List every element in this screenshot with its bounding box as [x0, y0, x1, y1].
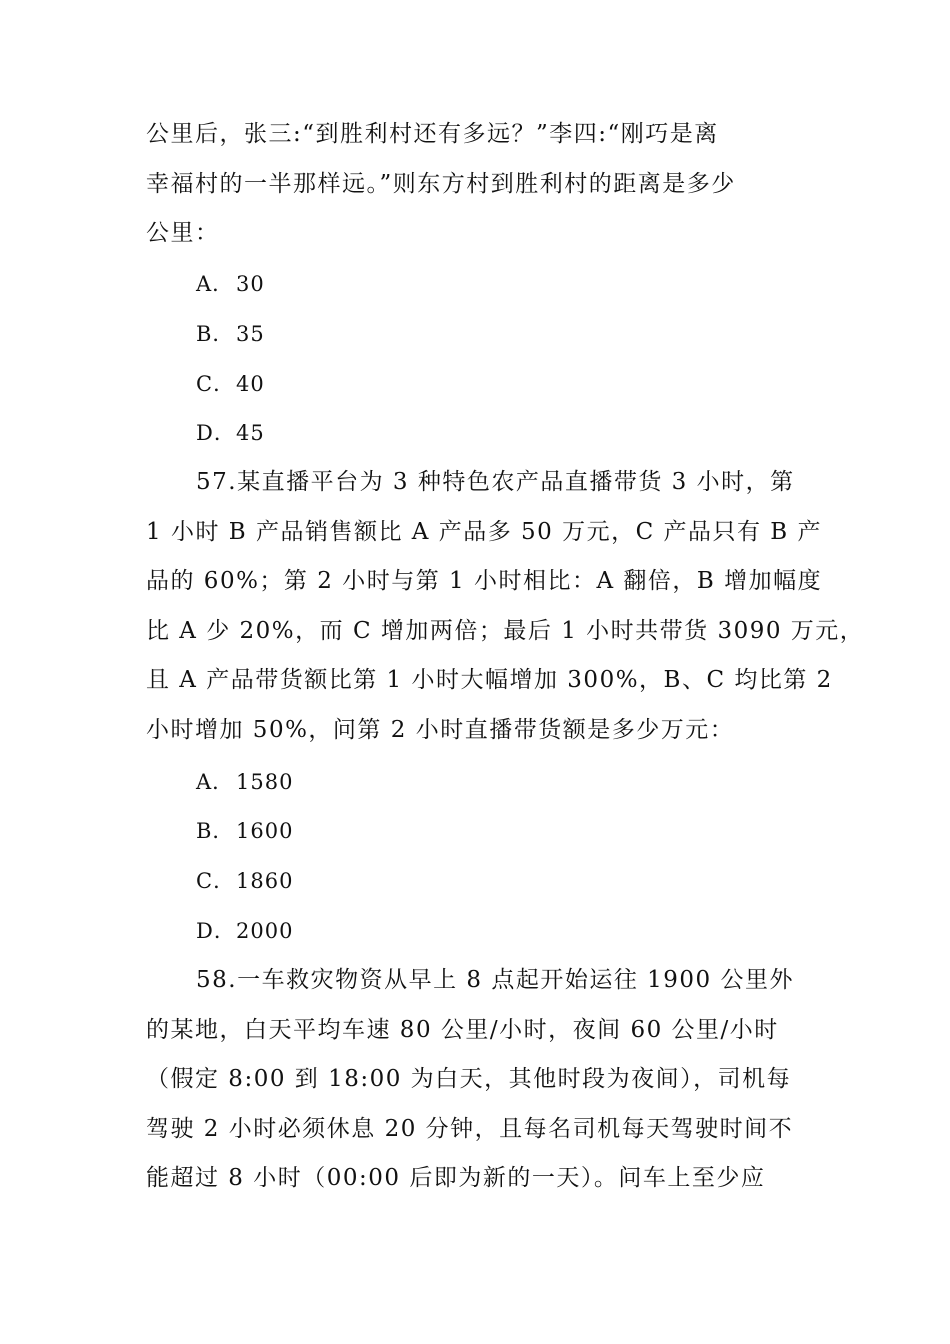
- question-57-option-c: [196, 866, 293, 896]
- option-value: 45: [236, 421, 265, 445]
- question-57-line-2: 1 小时 B 产品销售额比 A 产品多 50 万元，C 产品只有 B 产: [146, 518, 823, 545]
- question-57-line-5: 且 A 产品带货额比第 1 小时大幅增加 300%，B、C 均比第 2: [146, 667, 833, 694]
- option-letter: D．: [196, 421, 236, 445]
- question-56-option-c: [196, 369, 265, 399]
- question-56-stem: [146, 110, 816, 259]
- option-value: 2000: [236, 919, 294, 943]
- question-58-line-1: [146, 956, 816, 1006]
- option-value: 1580: [236, 770, 294, 794]
- option-letter: A．: [196, 770, 235, 794]
- question-56-option-a: [196, 269, 265, 299]
- question-57-line-3: 品的 60%；第 2 小时与第 1 小时相比：A 翻倍，B 增加幅度: [146, 568, 823, 595]
- question-58-line-4: 驾驶 2 小时必须休息 20 分钟，且每名司机每天驾驶时间不: [146, 1115, 794, 1142]
- option-value: 1600: [236, 819, 294, 843]
- question-58-line-5: 能超过 8 小时（00:00 后即为新的一天）。问车上至少应: [146, 1165, 766, 1192]
- question-58-stem: [146, 956, 816, 1204]
- question-57-line-1: [146, 458, 816, 508]
- question-58-line-2: 的某地，白天平均车速 80 公里/小时，夜间 60 公里/小时: [146, 1016, 779, 1043]
- question-57-line-4: 比 A 少 20%，而 C 增加两倍；最后 1 小时共带货 3090 万元，: [146, 617, 865, 644]
- question-56-option-d: [196, 418, 265, 448]
- question-57-line-1-text: 57.某直播平台为 3 种特色农产品直播带货 3 小时，第: [196, 469, 795, 495]
- option-value: 30: [236, 272, 265, 296]
- option-value: 1860: [236, 869, 294, 893]
- option-letter: B．: [196, 322, 235, 346]
- question-56-line-2: 幸福村的一半那样远。”则东方村到胜利村的距离是多少: [146, 170, 736, 197]
- question-58-line-1-text: 58.一车救灾物资从早上 8 点起开始运往 1900 公里外: [196, 967, 794, 993]
- option-letter: A．: [196, 272, 235, 296]
- question-57-option-b: [196, 816, 293, 846]
- question-57-option-d: [196, 916, 293, 946]
- question-58-line-3: （假定 8:00 到 18:00 为白天，其他时段为夜间），司机每: [146, 1066, 792, 1093]
- question-57-option-a: [196, 767, 293, 797]
- question-57-stem: [146, 458, 865, 756]
- option-letter: B．: [196, 819, 235, 843]
- option-value: 35: [236, 322, 265, 346]
- option-letter: D．: [196, 919, 236, 943]
- option-letter: C．: [196, 869, 236, 893]
- question-56-line-3: 公里：: [146, 220, 220, 247]
- question-56-option-b: [196, 319, 265, 349]
- option-letter: C．: [196, 372, 236, 396]
- question-56-line-1: 公里后，张三:“到胜利村还有多远？”李四:“刚巧是离: [146, 121, 719, 147]
- question-57-line-6: 小时增加 50%，问第 2 小时直播带货额是多少万元：: [146, 716, 735, 743]
- option-value: 40: [236, 372, 265, 396]
